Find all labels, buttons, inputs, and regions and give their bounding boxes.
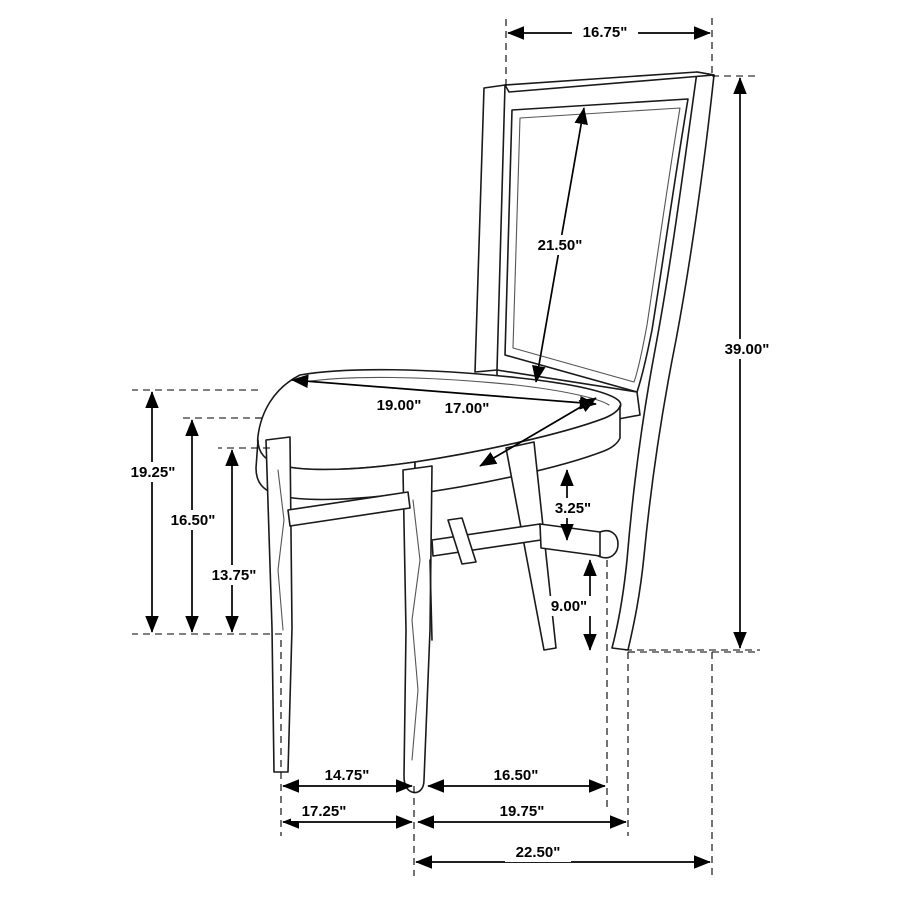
chair-back-top-rail xyxy=(505,72,714,92)
dimension-label-seat-height: 16.50" xyxy=(170,511,216,529)
dimension-label-rear-depth: 19.75" xyxy=(499,802,545,820)
chair-illustration xyxy=(256,72,714,793)
dimension-label-apron-depth: 3.25" xyxy=(554,499,592,517)
dimension-label-rear-leg-span: 16.50" xyxy=(493,766,539,784)
dimension-label-stretcher-height: 13.75" xyxy=(211,566,257,584)
dimension-label-overall-depth: 22.50" xyxy=(515,843,561,861)
chair-back-right-post xyxy=(612,72,714,650)
dimension-label-seat-diagonal-b: 17.00" xyxy=(444,399,490,417)
chair-back-left-post xyxy=(475,85,505,372)
dimension-label-overall-height: 39.00" xyxy=(724,340,770,358)
dimension-label-back-width: 16.75" xyxy=(582,23,628,41)
dimension-label-front-depth: 17.25" xyxy=(301,802,347,820)
chair-rear-rail xyxy=(540,524,600,556)
dimension-label-rail-height: 9.00" xyxy=(550,597,588,615)
chair-front-center-leg xyxy=(403,466,432,793)
dimension-label-seat-back-height: 19.25" xyxy=(130,463,176,481)
dimension-label-front-leg-span: 14.75" xyxy=(324,766,370,784)
chair-front-left-leg xyxy=(266,437,292,772)
dimension-label-seat-diagonal-a: 19.00" xyxy=(376,396,422,414)
dimension-label-back-height: 21.50" xyxy=(537,236,583,254)
